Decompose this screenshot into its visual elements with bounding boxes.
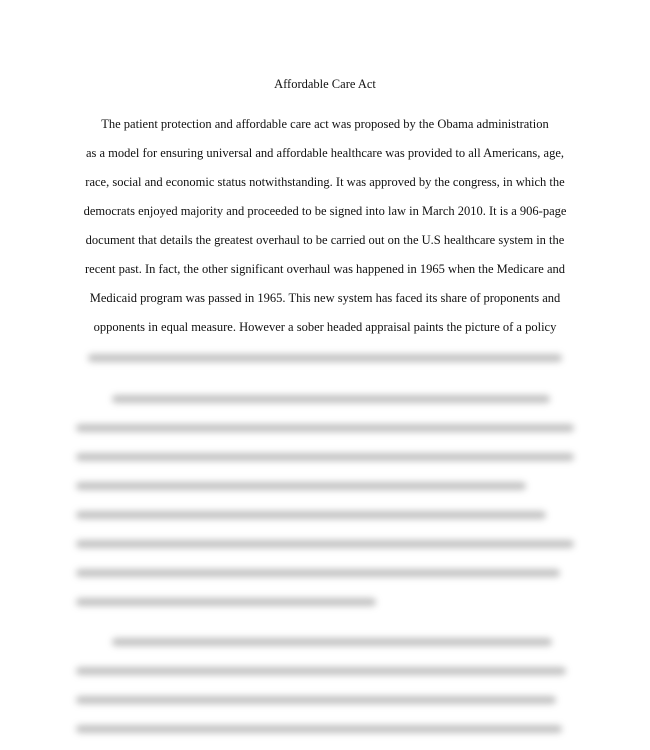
blurred-text-line xyxy=(76,540,574,548)
blurred-text-line xyxy=(76,667,566,675)
paragraph-line-1: The patient protection and affordable care act was proposed by the Obama administration xyxy=(101,117,549,131)
blurred-text-line xyxy=(76,453,574,461)
paragraph-line-4: democrats enjoyed majority and proceeded to be signed into law in March 2010. It is a 906-page xyxy=(83,204,567,218)
blurred-text-line xyxy=(76,482,526,490)
document-title: Affordable Care Act xyxy=(274,77,376,91)
blurred-text-line xyxy=(88,354,562,362)
blurred-text-line xyxy=(76,598,376,606)
paragraph-line-7: Medicaid program was passed in 1965. This new system has faced its share of proponents and xyxy=(89,291,561,305)
blurred-text-line xyxy=(76,569,560,577)
blurred-text-line xyxy=(112,395,550,403)
blurred-text-line xyxy=(112,638,552,646)
paragraph-line-6: recent past. In fact, the other significant overhaul was happened in 1965 when the Medicare and xyxy=(84,262,566,276)
blurred-text-line xyxy=(76,696,556,704)
blurred-text-line xyxy=(76,511,546,519)
blurred-text-line xyxy=(76,424,574,432)
paragraph-line-8: opponents in equal measure. However a sober headed appraisal paints the picture of a policy xyxy=(93,320,557,334)
blurred-text-line xyxy=(76,725,562,733)
paragraph-line-5: document that details the greatest overhaul to be carried out on the U.S healthcare system in the xyxy=(85,233,565,247)
paragraph-line-2: as a model for ensuring universal and affordable healthcare was provided to all Americans, age, xyxy=(85,146,565,160)
paragraph-line-3: race, social and economic status notwithstanding. It was approved by the congress, in which the xyxy=(85,175,565,189)
